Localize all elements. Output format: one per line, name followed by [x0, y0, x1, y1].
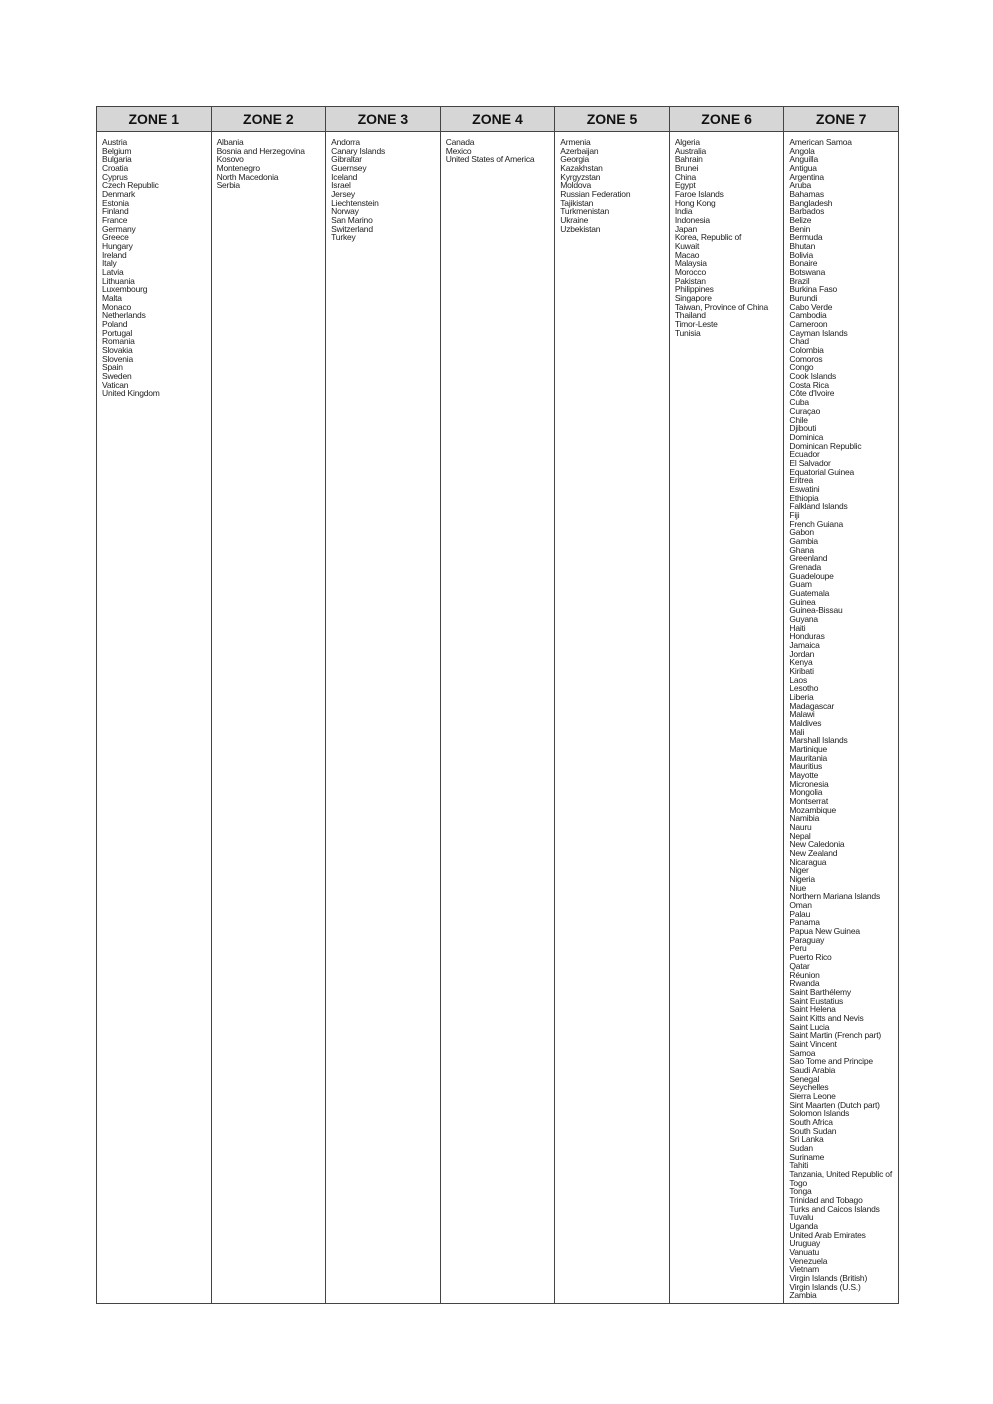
country-item: United Kingdom	[102, 388, 160, 399]
country-item: Bosnia and Herzegovina	[216, 145, 305, 156]
country-item: Togo	[789, 1177, 808, 1188]
country-item: Georgia	[560, 154, 590, 165]
country-item: Latvia	[102, 267, 124, 278]
country-item: France	[102, 215, 128, 226]
country-item: Turks and Caicos Islands	[789, 1203, 880, 1214]
country-item: Gabon	[789, 527, 814, 538]
zone-4-countries	[440, 132, 555, 1304]
country-item: Guinea	[789, 596, 816, 607]
country-item: Falkland Islands	[789, 501, 848, 512]
country-item: Slovakia	[102, 345, 133, 356]
country-item: Sudan	[789, 1142, 813, 1153]
country-item: Tahiti	[789, 1160, 809, 1171]
country-item: Turkmenistan	[560, 206, 610, 217]
zone-2-header: ZONE 2	[211, 107, 326, 132]
country-item: Mali	[789, 726, 805, 737]
country-item: Mexico	[445, 145, 472, 156]
country-item: Chile	[789, 414, 808, 425]
country-item: Marshall Islands	[789, 735, 848, 746]
country-item: Bangladesh	[789, 197, 833, 208]
country-item: Luxembourg	[102, 284, 148, 295]
zone-5-countries	[555, 132, 670, 1304]
country-item: Vanuatu	[789, 1247, 820, 1257]
country-item: Bahrain	[674, 154, 703, 165]
country-item: Austria	[102, 137, 128, 147]
country-item: Pakistan	[674, 275, 706, 286]
country-item: Armenia	[560, 137, 591, 147]
country-item: Saint Kitts and Nevis	[789, 1012, 864, 1023]
country-item: Papua New Guinea	[789, 926, 860, 937]
country-item: South Africa	[789, 1116, 833, 1127]
country-item: Portugal	[102, 327, 133, 338]
country-item: Bhutan	[789, 241, 816, 252]
country-item: Angola	[789, 145, 815, 156]
zone-4-header: ZONE 4	[440, 107, 555, 132]
country-item: Panama	[789, 917, 820, 928]
country-item: Czech Republic	[102, 180, 159, 191]
country-item: Russian Federation	[560, 189, 631, 200]
country-item: Guinea-Bissau	[789, 605, 843, 616]
country-item: Guernsey	[331, 163, 367, 174]
country-item: Bolivia	[789, 249, 814, 260]
country-item: Albania	[216, 137, 244, 147]
country-item: Niger	[789, 865, 809, 876]
country-item: Andorra	[331, 137, 360, 147]
country-item: Micronesia	[789, 778, 829, 789]
country-item: Ireland	[102, 249, 127, 260]
zone-2-countries	[211, 132, 326, 1304]
country-item: Finland	[102, 206, 129, 217]
country-item: Djibouti	[789, 423, 817, 434]
country-item: Laos	[789, 674, 808, 685]
country-item: Venezuela	[789, 1255, 828, 1266]
country-item: Côte d'Ivoire	[789, 388, 835, 399]
country-item: Samoa	[789, 1047, 816, 1058]
country-item: Mongolia	[789, 787, 823, 798]
country-item: Brunei	[674, 163, 699, 174]
country-item: Tajikistan	[560, 197, 594, 208]
country-item: Sweden	[102, 371, 132, 382]
country-item: Seychelles	[789, 1082, 829, 1093]
country-item: Poland	[102, 319, 128, 330]
country-item: Fiji	[789, 509, 800, 520]
country-item: Solomon Islands	[789, 1108, 850, 1119]
zone-6-countries	[669, 132, 784, 1304]
country-item: Lesotho	[789, 683, 819, 694]
country-item: Jersey	[331, 189, 355, 200]
country-item: Turkey	[331, 232, 356, 243]
country-item: Mayotte	[789, 770, 819, 781]
country-item: Greece	[102, 232, 129, 243]
country-item: Rwanda	[789, 978, 820, 989]
country-item: Italy	[102, 258, 117, 269]
country-item: Denmark	[102, 189, 136, 200]
country-item: Jordan	[789, 648, 815, 659]
country-item: New Zealand	[789, 848, 838, 859]
country-item: Costa Rica	[789, 379, 829, 390]
country-item: Cayman Islands	[789, 327, 848, 338]
country-item: Japan	[674, 223, 697, 234]
country-item: Cuba	[789, 397, 809, 408]
country-item: Gibraltar	[331, 154, 362, 165]
country-item: Antigua	[789, 163, 817, 174]
country-item: Sint Maarten (Dutch part)	[789, 1099, 880, 1110]
country-item: Iceland	[331, 171, 358, 182]
country-item: Botswana	[789, 267, 826, 278]
country-item: Guatemala	[789, 587, 830, 598]
country-item: Haiti	[789, 622, 806, 633]
country-item: Saint Vincent	[789, 1038, 837, 1049]
country-item: Dominican Republic	[789, 440, 862, 451]
country-item: Senegal	[789, 1073, 820, 1084]
country-item: Hungary	[102, 241, 133, 252]
country-item: China	[674, 171, 697, 182]
zone-6-header: ZONE 6	[669, 107, 784, 132]
country-item: Kyrgyzstan	[560, 171, 601, 182]
country-item: Qatar	[789, 960, 810, 971]
country-item: Singapore	[674, 293, 712, 304]
country-item: Saint Lucia	[789, 1021, 830, 1032]
country-item: Tanzania, United Republic of	[789, 1168, 892, 1179]
country-item: Kazakhstan	[560, 163, 603, 174]
country-item: Nepal	[789, 830, 811, 841]
country-item: Saint Martin (French part)	[789, 1030, 882, 1041]
country-item: Morocco	[674, 267, 707, 278]
country-item: Saint Barthélemy	[789, 986, 851, 997]
country-item: Sao Tome and Principe	[789, 1056, 873, 1067]
country-item: Australia	[674, 145, 707, 156]
country-item: Eritrea	[789, 475, 814, 486]
country-item: Indonesia	[674, 215, 710, 226]
country-item: Saint Eustatius	[789, 995, 844, 1006]
country-item: Israel	[331, 180, 351, 191]
country-item: Burkina Faso	[789, 284, 838, 295]
country-item: Malawi	[789, 709, 815, 720]
country-item: Zambia	[789, 1290, 817, 1301]
country-item: Tunisia	[674, 327, 701, 338]
country-item: Nigeria	[789, 874, 815, 885]
country-item: Namibia	[789, 813, 820, 824]
country-item: Norway	[331, 206, 359, 217]
country-item: Kenya	[789, 657, 813, 668]
country-item: Egypt	[674, 180, 696, 191]
country-item: Moldova	[560, 180, 591, 191]
country-item: Germany	[102, 223, 136, 234]
country-item: El Salvador	[789, 457, 831, 468]
country-item: United States of America	[445, 154, 535, 165]
country-item: Hong Kong	[674, 197, 716, 208]
country-item: Chad	[789, 336, 809, 347]
country-item: Canary Islands	[331, 145, 386, 156]
country-item: Bahamas	[789, 189, 824, 200]
country-item: Spain	[102, 362, 123, 373]
country-item: Cambodia	[789, 310, 827, 321]
zone-7-countries	[784, 132, 899, 1304]
country-item: Madagascar	[789, 700, 835, 711]
country-item: Honduras	[789, 631, 825, 642]
country-item: Guam	[789, 579, 812, 590]
country-item: Montserrat	[789, 796, 828, 807]
country-item: Timor-Leste	[674, 319, 718, 330]
zone-1-header: ZONE 1	[97, 107, 212, 132]
header-row	[97, 107, 899, 132]
country-item: Greenland	[789, 553, 828, 564]
country-item: Burundi	[789, 293, 818, 304]
country-item: Jamaica	[789, 639, 820, 650]
country-item: Bonaire	[789, 258, 818, 269]
country-item: Palau	[789, 908, 811, 919]
country-item: Anguilla	[789, 154, 819, 165]
country-item: Croatia	[102, 163, 129, 174]
zone-3-countries	[326, 132, 441, 1304]
country-row	[97, 132, 899, 1304]
country-item: Taiwan, Province of China	[674, 301, 769, 312]
country-item: Malaysia	[674, 258, 707, 269]
country-item: Argentina	[789, 171, 824, 182]
country-item: Mauritania	[789, 752, 828, 763]
country-item: Ghana	[789, 544, 814, 555]
country-item: Monaco	[102, 301, 132, 312]
country-item: Paraguay	[789, 934, 825, 945]
country-item: Sierra Leone	[789, 1090, 836, 1101]
country-item: Liberia	[789, 692, 814, 702]
country-item: Martinique	[789, 744, 828, 755]
country-item: Virgin Islands (U.S.)	[789, 1281, 861, 1292]
zone-table	[96, 106, 899, 1304]
country-item: Korea, Republic of	[674, 232, 742, 243]
zone-7-header: ZONE 7	[784, 107, 899, 132]
country-item: Vietnam	[789, 1264, 820, 1275]
country-item: Liechtenstein	[331, 197, 379, 208]
country-item: Bermuda	[789, 232, 823, 243]
country-item: Bulgaria	[102, 154, 132, 165]
zone-5-header: ZONE 5	[555, 107, 670, 132]
country-item: Serbia	[216, 180, 240, 191]
country-item: Comoros	[789, 353, 823, 364]
country-item: Montenegro	[216, 163, 260, 174]
country-item: Uzbekistan	[560, 223, 601, 234]
country-item: Belize	[789, 215, 812, 226]
country-item: San Marino	[331, 215, 373, 226]
country-item: Ecuador	[789, 449, 820, 460]
country-item: Brazil	[789, 275, 810, 286]
country-item: Gambia	[789, 535, 818, 546]
country-item: Faroe Islands	[674, 189, 724, 200]
country-item: New Caledonia	[789, 839, 845, 850]
country-item: Canada	[445, 137, 475, 147]
country-item: Guadeloupe	[789, 570, 834, 581]
country-item: Estonia	[102, 197, 129, 208]
country-item: Congo	[789, 362, 814, 373]
country-item: Aruba	[789, 180, 812, 191]
country-item: Kiribati	[789, 665, 814, 676]
country-item: Saint Helena	[789, 1004, 836, 1015]
country-item: Sri Lanka	[789, 1134, 824, 1145]
country-item: Romania	[102, 336, 135, 347]
country-item: American Samoa	[789, 137, 852, 147]
country-item: Saudi Arabia	[789, 1064, 836, 1075]
country-item: South Sudan	[789, 1125, 837, 1136]
country-item: Netherlands	[102, 310, 146, 321]
country-item: Tuvalu	[789, 1212, 814, 1223]
zone-3-header: ZONE 3	[326, 107, 441, 132]
country-item: Nicaragua	[789, 856, 827, 867]
country-item: Cabo Verde	[789, 301, 833, 312]
country-item: Cook Islands	[789, 371, 837, 382]
country-item: Mauritius	[789, 761, 823, 772]
country-item: Trinidad and Tobago	[789, 1194, 863, 1205]
country-item: Peru	[789, 943, 807, 954]
country-item: Kosovo	[216, 154, 244, 165]
country-item: Northern Mariana Islands	[789, 891, 881, 902]
country-item: Ukraine	[560, 215, 589, 226]
country-item: North Macedonia	[216, 171, 279, 182]
zone-1-countries	[97, 132, 212, 1304]
country-item: Philippines	[674, 284, 714, 295]
country-item: Puerto Rico	[789, 952, 832, 963]
country-item: Oman	[789, 900, 812, 911]
country-item: Réunion	[789, 969, 820, 980]
country-item: Curaçao	[789, 405, 821, 416]
country-item: Niue	[789, 882, 807, 893]
country-item: Switzerland	[331, 223, 373, 234]
country-item: United Arab Emirates	[789, 1229, 866, 1240]
country-item: Malta	[102, 293, 122, 304]
country-item: Barbados	[789, 206, 825, 217]
country-item: Virgin Islands (British)	[789, 1273, 868, 1284]
country-item: Dominica	[789, 431, 824, 442]
country-item: Equatorial Guinea	[789, 466, 855, 477]
country-item: Cyprus	[102, 171, 128, 182]
country-item: Tonga	[789, 1186, 812, 1197]
country-item: Cameroon	[789, 319, 828, 330]
country-item: Mozambique	[789, 804, 837, 815]
country-item: Colombia	[789, 345, 824, 356]
country-item: Vatican	[102, 379, 129, 390]
country-item: Belgium	[102, 145, 132, 156]
country-item: Thailand	[674, 310, 706, 321]
country-item: Algeria	[674, 137, 700, 147]
country-item: Maldives	[789, 718, 822, 729]
country-item: Grenada	[789, 561, 822, 572]
country-item: Kuwait	[674, 241, 700, 252]
country-item: Azerbaijan	[560, 145, 599, 156]
country-item: French Guiana	[789, 518, 844, 529]
country-item: Eswatini	[789, 483, 820, 494]
country-item: Ethiopia	[789, 492, 819, 503]
country-item: Nauru	[789, 822, 812, 833]
country-item: Suriname	[789, 1151, 825, 1162]
country-item: Guyana	[789, 613, 818, 624]
country-item: India	[674, 206, 693, 217]
country-item: Macao	[674, 249, 700, 260]
country-item: Uganda	[789, 1220, 818, 1231]
country-item: Lithuania	[102, 275, 135, 286]
country-item: Uruguay	[789, 1238, 821, 1249]
country-item: Benin	[789, 223, 811, 234]
country-item: Slovenia	[102, 353, 134, 364]
